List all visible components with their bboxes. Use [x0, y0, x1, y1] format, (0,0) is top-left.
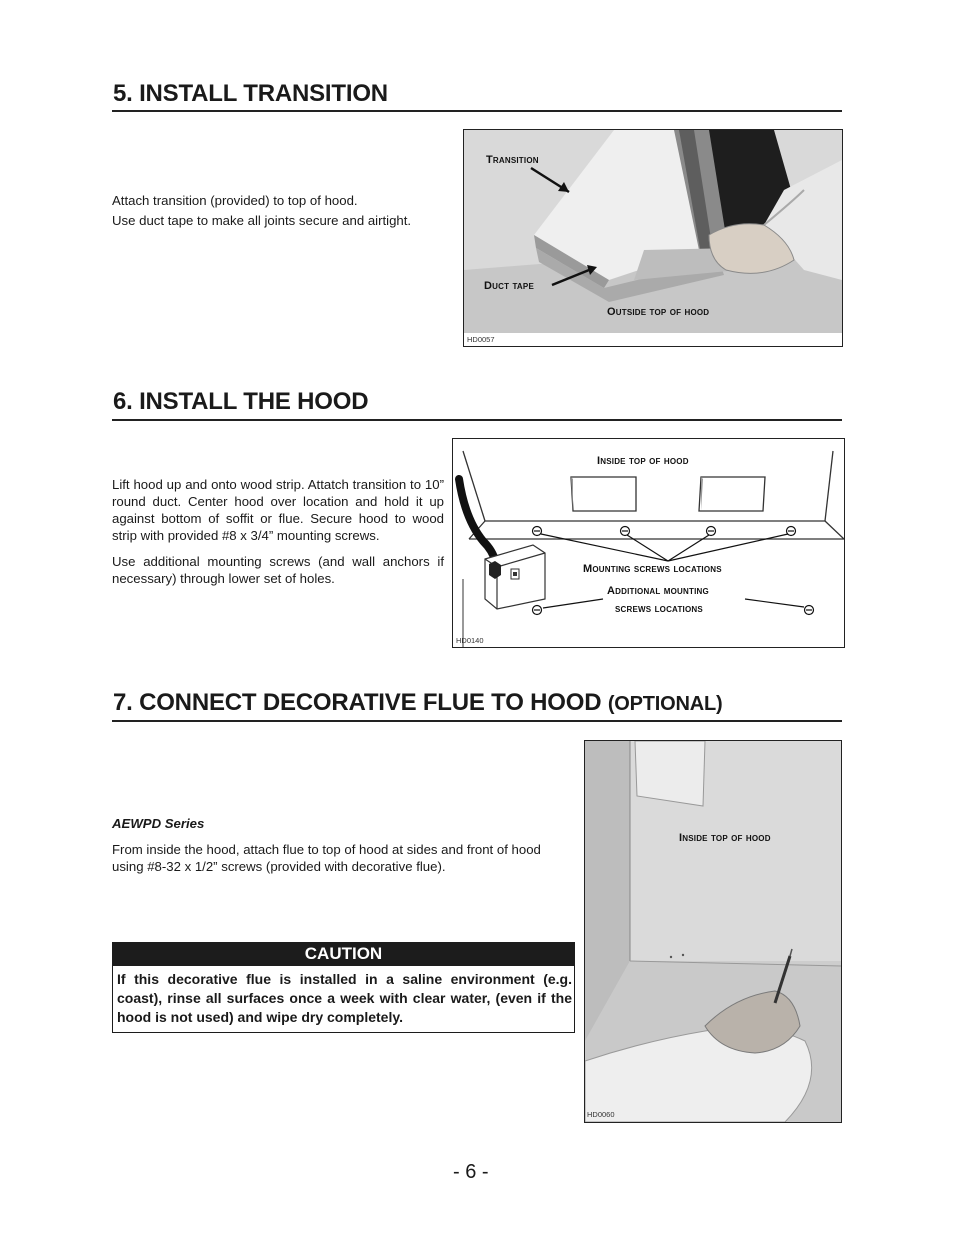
- caution-box: [112, 942, 575, 1033]
- section-6-text-1: Lift hood up and onto wood strip. Attatch transition to 10” round duct. Center hood over location and hold it up against bottom of soffit or flue. Secure hood to wood strip with provided #8 x 3/4” mounting screws.: [112, 477, 444, 543]
- transition-photo: [463, 129, 843, 347]
- series-label: AEWPD Series: [112, 816, 205, 831]
- label-inside-top: Inside top of hood: [597, 455, 689, 467]
- page-number: - 6 -: [453, 1161, 489, 1183]
- section-6-rule: [112, 419, 842, 421]
- figure-code-strip: [464, 333, 842, 346]
- figure-code: HD0057: [467, 335, 495, 344]
- section-6-title: 6. INSTALL THE HOOD: [113, 388, 369, 415]
- section-5-rule: [112, 110, 842, 112]
- caution-heading: CAUTION: [112, 942, 575, 966]
- section-7-title: [113, 689, 722, 717]
- section-7-title-main: 7. CONNECT DECORATIVE FLUE TO HOOD: [113, 689, 602, 716]
- section-5-text-1: Attach transition (provided) to top of hood.: [112, 193, 358, 208]
- caution-text: If this decorative flue is installed in a saline environment (e.g. coast), rinse all surfaces once a week with clear water, (even if the hood is not used) and wipe dry completely.: [112, 966, 575, 1033]
- section-7-rule: [112, 720, 842, 722]
- label-transition: Transition: [486, 154, 539, 166]
- label-inside-top: Inside top of hood: [679, 832, 771, 844]
- figure-code: HD0060: [587, 1110, 615, 1119]
- label-outside-top: Outside top of hood: [607, 306, 710, 318]
- section-7-title-optional: (OPTIONAL): [607, 693, 723, 715]
- section-6-text-2: Use additional mounting screws (and wall anchors if necessary) through lower set of holes.: [112, 554, 444, 586]
- figure-code: HD0140: [456, 636, 484, 645]
- label-additional-2: screws locations: [615, 603, 703, 615]
- hood-diagram: [452, 438, 845, 648]
- flue-photo: [584, 740, 842, 1123]
- section-5-text-2: Use duct tape to make all joints secure and airtight.: [112, 213, 412, 228]
- label-additional-1: Additional mounting: [607, 585, 709, 597]
- label-mounting-screws: Mounting screws locations: [583, 563, 722, 575]
- label-duct-tape: Duct tape: [484, 280, 534, 292]
- section-5-title: 5. INSTALL TRANSITION: [113, 80, 388, 107]
- section-7-text: From inside the hood, attach flue to top of hood at sides and front of hood using #8-32 x 1/2” screws (provided with decorative flue).: [112, 842, 541, 874]
